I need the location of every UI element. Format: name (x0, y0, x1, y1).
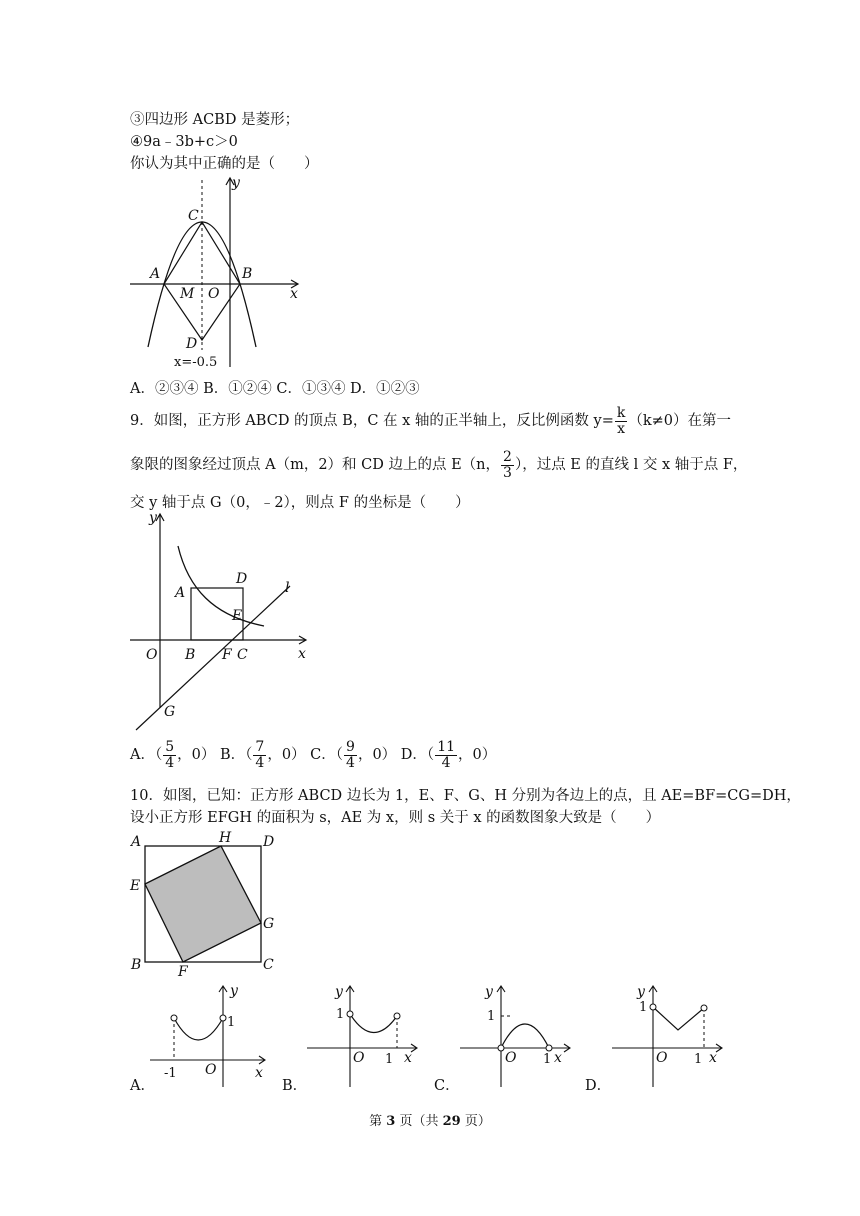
q10-graph-d (610, 982, 730, 1092)
q9-option-c-label: C．（ (310, 747, 344, 764)
q10-b-o: O (353, 1050, 365, 1066)
q8-statement-4: ④9a﹣3b+c＞0 (130, 134, 238, 150)
q10-label-A: A (131, 834, 142, 850)
q10-square-efgh (145, 846, 261, 962)
q9-k-numerator: k (616, 405, 626, 421)
q10-graph-a (145, 982, 270, 1092)
q9-k-denominator: x (617, 420, 626, 437)
q8-question: 你认为其中正确的是（ ） (130, 156, 319, 172)
q9-line-1-text-a: 9．如图，正方形 ABCD 的顶点 B，C 在 x 轴的正半轴上，反比例函数 y= (130, 413, 614, 430)
q9-line-3: 交 y 轴于点 G（0，﹣2），则点 F 的坐标是（ ） (130, 495, 470, 511)
q9-line-2 (130, 450, 747, 480)
q9-label-x: x (298, 646, 306, 662)
q10-label-B: B (131, 957, 142, 973)
q10-a-o: O (205, 1062, 217, 1078)
q9-line-2-text-b: ），过点 E 的直线 l 交 x 轴于点 F， (514, 457, 748, 474)
q10-option-c-label: C． (434, 1078, 460, 1094)
q10-option-d-label: D． (585, 1078, 612, 1094)
q9-label-C: C (237, 647, 248, 663)
q9-option-b-tail: ，0） (267, 747, 306, 764)
q9-label-B: B (185, 647, 196, 663)
q8-label-C: C (188, 208, 199, 224)
q10-c-x: x (554, 1050, 562, 1066)
q10-d-y: y (637, 984, 645, 1000)
footer-prefix: 第 (369, 1114, 387, 1129)
q9-label-G: G (164, 704, 176, 720)
q10-c-one-x: 1 (543, 1052, 552, 1067)
q10-graph-c (458, 982, 578, 1092)
q8-label-O: O (208, 286, 220, 302)
q9-line-2-text-a: 象限的图象经过顶点 A（m，2）和 CD 边上的点 E（n， (130, 457, 501, 474)
q9-option-c-num: 9 (346, 739, 355, 755)
page-footer (0, 1110, 860, 1129)
q10-option-a-label: A． (130, 1078, 155, 1094)
q10-label-F: F (178, 964, 188, 980)
q9-option-d-den: 4 (441, 754, 451, 771)
q10-d-x: x (709, 1050, 717, 1066)
q10-label-C: C (263, 957, 274, 973)
q10-a-x: x (255, 1065, 263, 1081)
q8-label-D: D (186, 336, 198, 352)
q10-d-one-x: 1 (694, 1052, 703, 1067)
q9-option-b-fraction (253, 740, 266, 770)
q9-figure (128, 508, 318, 733)
q9-option-a-num: 5 (165, 739, 175, 755)
q10-graph-b (305, 982, 425, 1092)
q9-option-b-label: B．（ (220, 747, 253, 764)
q9-line-1 (130, 406, 731, 436)
q8-options: A．②③④ B．①②④ C．①③④ D．①②③ (130, 381, 420, 397)
q9-option-d-num: 11 (437, 739, 456, 755)
q9-label-y: y (149, 510, 157, 526)
q8-axis-note: x=-0.5 (174, 355, 218, 370)
q9-option-d-tail: ，0） (458, 747, 497, 764)
q9-options (130, 740, 496, 770)
q10-c-y: y (485, 984, 493, 1000)
q9-fraction-k-over-x (615, 406, 627, 436)
q10-c-o: O (505, 1050, 517, 1066)
q10-label-H: H (219, 830, 232, 846)
q9-option-c-den: 4 (346, 754, 355, 771)
q9-option-b-num: 7 (255, 739, 265, 755)
q9-option-a-label: A．（ (130, 747, 163, 764)
q9-e-denominator: 3 (503, 464, 512, 481)
q9-option-c-tail: ，0） (357, 747, 397, 764)
q10-c-one-y: 1 (487, 1009, 496, 1024)
q9-option-d-fraction (435, 740, 457, 770)
q8-figure (128, 172, 308, 372)
q10-a-y: y (230, 983, 238, 999)
q10-b-one-x: 1 (385, 1052, 394, 1067)
q10-line-2: 设小正方形 EFGH 的面积为 s，AE 为 x，则 s 关于 x 的函数图象大致是（ ） (130, 810, 661, 826)
q10-label-E: E (130, 878, 141, 894)
q9-option-a-den: 4 (165, 754, 175, 771)
q9-option-d-label: D．（ (400, 747, 435, 764)
footer-total-pages: 29 (442, 1114, 461, 1129)
q8-label-B: B (242, 266, 253, 282)
q9-label-l: l (285, 580, 290, 596)
footer-page-number: 3 (386, 1114, 396, 1129)
q9-fraction-e-y (501, 450, 514, 480)
q10-line-1: 10．如图，已知：正方形 ABCD 边长为 1，E、F、G、H 分别为各边上的点，且 AE=BF=CG=DH， (130, 788, 801, 804)
q8-label-y: y (232, 175, 240, 191)
q10-a-one: 1 (227, 1015, 236, 1030)
q9-e-numerator: 2 (503, 449, 512, 465)
q10-d-one-y: 1 (639, 1000, 648, 1015)
q9-label-D: D (236, 571, 248, 587)
q9-line-1-text-b: （k≠0）在第一 (628, 413, 732, 430)
q9-option-a-fraction (163, 740, 176, 770)
q10-a-minus-one: -1 (164, 1066, 177, 1081)
footer-mid: 页（共 (395, 1114, 443, 1129)
q9-option-c-fraction (344, 740, 357, 770)
q9-label-F: F (222, 647, 232, 663)
q10-d-o: O (656, 1050, 668, 1066)
q9-label-A: A (175, 585, 186, 601)
q9-label-E: E (232, 608, 243, 624)
q10-label-G: G (263, 916, 275, 932)
q10-b-y: y (335, 984, 343, 1000)
q10-b-x: x (404, 1050, 412, 1066)
q8-label-x: x (290, 286, 298, 302)
q8-label-M: M (180, 286, 195, 302)
q10-b-one-y: 1 (336, 1007, 345, 1022)
q10-option-b-label: B． (282, 1078, 308, 1094)
q10-label-D: D (263, 834, 275, 850)
q9-label-O: O (146, 647, 158, 663)
q9-option-a-tail: ，0） (177, 747, 216, 764)
q8-statement-3: ③四边形 ACBD 是菱形； (130, 112, 300, 128)
q9-option-b-den: 4 (255, 754, 265, 771)
q10-figure (128, 830, 278, 980)
q8-label-A: A (150, 266, 161, 282)
footer-suffix: 页） (460, 1114, 491, 1129)
